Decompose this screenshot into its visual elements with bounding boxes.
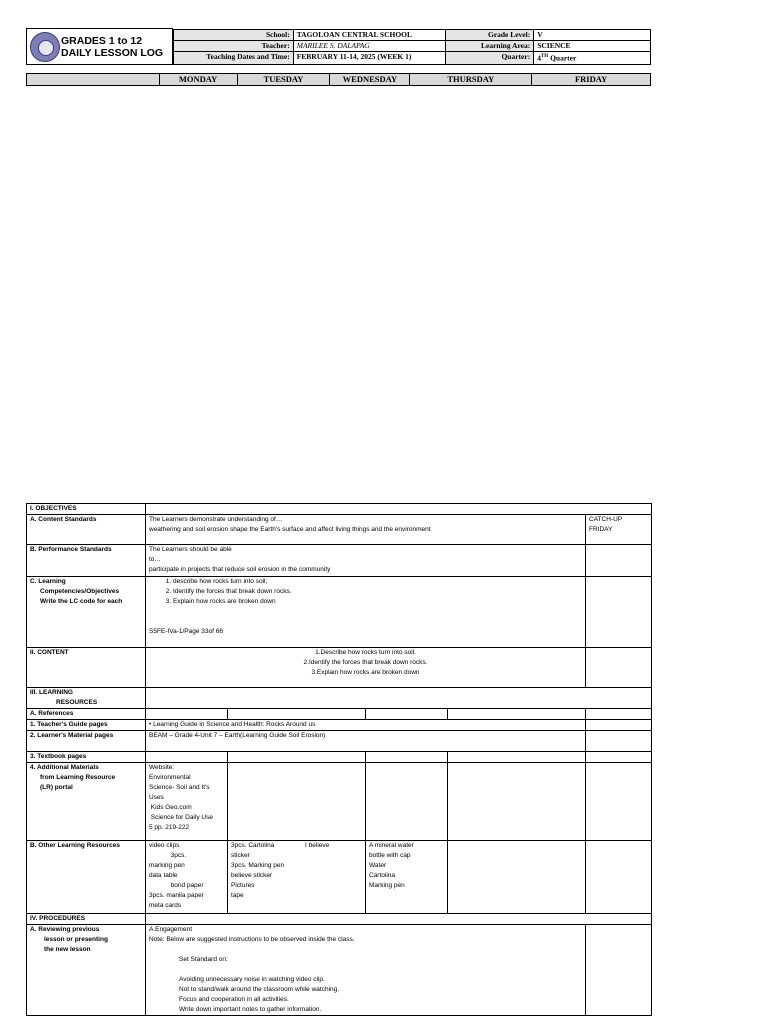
references-row [27,709,652,720]
reviewing-label-line3: the new lesson [44,946,91,953]
competencies-list [149,577,582,607]
header-row-dates [174,52,651,65]
log-title-line1: GRADES 1 to 12 [61,35,143,47]
teachers-guide-fri [586,720,652,731]
additional-materials-wed [366,763,448,841]
tue-line: sticker [231,852,250,859]
quarter-value [534,52,651,65]
log-title-line2: DAILY LESSON LOG [61,47,164,59]
weekday-blank-cell [27,74,160,86]
procedures-row [27,914,652,925]
engagement-line: Avoiding unnecessary noise in watching video clip. [179,976,325,983]
learning-resources-cell [146,688,652,709]
content-row [27,648,652,688]
am-line: Website: [149,764,175,771]
grade-level-label: Grade Level: [446,30,534,41]
additional-materials-thu [448,763,586,841]
am-line: Kids Geo.com [149,804,192,811]
mon-line: bond paper [149,882,204,889]
performance-friday-cell [586,545,652,577]
mon-line: meta cards [149,902,182,909]
teacher-value: MARILEE S. DALAPAG [293,41,446,52]
other-resources-label: B. Other Learning Resources [27,841,146,914]
quarter-label: Quarter: [446,52,534,65]
competencies-value [146,577,586,648]
tue-line: 3pcs. Cartolina I believe [231,842,330,849]
teaching-dates-value: FEBRUARY 11-14, 2025 (WEEK 1) [293,52,446,65]
content-label: II. CONTENT [27,648,146,688]
competencies-label [27,577,146,648]
textbook-wed [366,752,448,763]
competency-code: S5FE-IVa-1/Page 33of 66 [149,628,223,635]
content-standards-line1: The Learners demonstrate understanding of… [149,516,283,523]
additional-materials-fri [586,763,652,841]
engagement-line: Focus and cooperation in all activities. [179,996,289,1003]
content-standards-label: A. Content Standards [27,515,146,545]
am-line: Uses [149,794,164,801]
learners-material-value: BEAM – Grade 4-Unit 7 – Earth(Learning Guide Soil Erosion) [146,731,586,752]
content-standards-line2: weathering and soil erosion shape the Earth's surface and affect living things and the environment [149,526,431,533]
engagement-line: A.Engagement [149,926,193,933]
other-resources-wed [366,841,448,914]
wed-line: bottle with cap [369,852,411,859]
other-resources-row [27,841,652,914]
school-value: TAGOLOAN CENTRAL SCHOOL [293,30,446,41]
teacher-label: Teacher: [174,41,294,52]
learning-resources-line1: III. LEARNING [30,689,73,696]
tue-line: Pictures [231,882,255,889]
learning-resources-label [27,688,146,709]
performance-line3: participate in projects that reduce soil erosion in the community [149,566,331,573]
header-info-table [173,29,651,65]
objectives-row [27,504,652,515]
competency-item: 1. describe how rocks turn into soil; [173,577,582,587]
objectives-label: I. OBJECTIVES [27,504,146,515]
additional-materials-mon [146,763,228,841]
reviewing-fri [586,925,652,1016]
competency-item: 2. Identify the forces that break down rocks. [173,587,582,597]
quarter-rest: Quarter [548,53,577,63]
content-line1: 1.Describe how rocks turn into soil. [315,649,416,656]
performance-standards-label: B. Performance Standards [27,545,146,577]
header-row-teacher [174,41,651,52]
content-friday-cell [586,648,652,688]
lesson-log-table [26,503,652,1016]
learners-material-label: 2. Learner's Material pages [27,731,146,752]
textbook-mon [146,752,228,763]
mon-line: marking pen [149,862,185,869]
am-line: Science- Soil and It's [149,784,210,791]
engagement-line: Not to stand/walk around the classroom while watching. [179,986,340,993]
references-mon [146,709,228,720]
additional-materials-line2: from Learning Resource [40,774,116,781]
textbook-tue [228,752,366,763]
wed-line: A mineral water [369,842,414,849]
day-wednesday: WEDNESDAY [330,74,410,86]
am-line: 5 pp. 219-222 [149,824,190,831]
additional-materials-label [27,763,146,841]
textbook-thu [448,752,586,763]
performance-standards-value [146,545,586,577]
textbook-label: 3. Textbook pages [27,752,146,763]
engagement-line: Note: Below are suggested instructions to be observed inside the class. [149,936,355,943]
objectives-cell [146,504,652,515]
teachers-guide-label: 1. Teacher's Guide pages [27,720,146,731]
reviewing-row [27,925,652,1016]
day-friday: FRIDAY [532,74,651,86]
tue-line: believe sticker [231,872,273,879]
performance-standards-row [27,545,652,577]
learners-material-fri [586,731,652,752]
engagement-line: Write down important notes to gather information. [179,1006,322,1013]
teachers-guide-value: • Learning Guide in Science and Health: Rocks Around us [146,720,586,731]
additional-materials-row [27,763,652,841]
day-monday: MONDAY [159,74,237,86]
tue-line: 3pcs. Marking pen [231,862,285,869]
reviewing-value [146,925,586,1016]
wed-line: Marking pen [369,882,405,889]
day-thursday: THURSDAY [410,74,532,86]
content-line2: 2.Identify the forces that break down rocks. [303,659,428,666]
competency-item: 3. Explain how rocks are broken down [173,597,582,607]
competencies-label-line3: Write the LC code for each [40,598,123,605]
content-value [146,648,586,688]
other-resources-thu [448,841,586,914]
references-fri [586,709,652,720]
deped-seal-icon [30,32,60,62]
learning-resources-row [27,688,652,709]
engagement-line [149,945,582,955]
content-standards-row [27,515,652,545]
additional-materials-tue [228,763,366,841]
header-row-school [174,30,651,41]
grade-level-value: V [534,30,651,41]
school-label: School: [174,30,294,41]
procedures-cell [146,914,652,925]
teaching-dates-label: Teaching Dates and Time: [174,52,294,65]
textbook-row [27,752,652,763]
competencies-row [27,577,652,648]
competencies-label-line1: C. Learning [30,578,66,585]
additional-materials-line3: (LR) portal [40,784,73,791]
log-header-title-box [26,28,173,65]
day-tuesday: TUESDAY [237,74,330,86]
mon-line: data table [149,872,178,879]
learners-material-row [27,731,652,752]
learning-area-label: Learning Area: [446,41,534,52]
am-line: Environmental [149,774,191,781]
weekday-header-table [26,73,651,86]
textbook-fri [586,752,652,763]
teachers-guide-row [27,720,652,731]
engagement-line: Set Standard on: [179,956,228,963]
wed-line: Cartolina [369,872,396,879]
quarter-sup: TH [540,54,549,59]
performance-line2: to… [149,556,161,563]
catch-up-line1: CATCH-UP [589,516,623,523]
mon-line: video clips [149,842,180,849]
competencies-friday-cell [586,577,652,648]
other-resources-mon [146,841,228,914]
log-title [61,35,163,59]
competencies-label-line2: Competencies/Objectives [40,588,120,595]
reviewing-label-line2: lesson or presenting [44,936,108,943]
wed-line: Water [369,862,387,869]
references-tue [228,709,366,720]
additional-materials-line1: 4. Additional Materials [30,764,99,771]
reviewing-label-line1: A. Reviewing previous [30,926,100,933]
am-line: Science for Daily Use [149,814,213,821]
other-resources-tue [228,841,366,914]
content-line3: 3.Explain how rocks are broken down [311,669,420,676]
other-resources-fri [586,841,652,914]
mon-line: 3pcs. [149,852,187,859]
references-wed [366,709,448,720]
catch-up-line2: FRIDAY [589,526,613,533]
procedures-label: IV. PROCEDURES [27,914,146,925]
catch-up-friday-cell [586,515,652,545]
performance-line1: The Learners should be able [149,546,232,553]
engagement-line [149,965,582,975]
content-standards-value [146,515,586,545]
learning-resources-line2: RESOURCES [56,699,98,706]
quarter-number: 4 [537,53,541,63]
learning-area-value: SCIENCE [534,41,651,52]
references-thu [448,709,586,720]
reviewing-label [27,925,146,1016]
tue-line: tape [231,892,244,899]
references-label: A. References [27,709,146,720]
mon-line: 3pcs. manila paper [149,892,204,899]
